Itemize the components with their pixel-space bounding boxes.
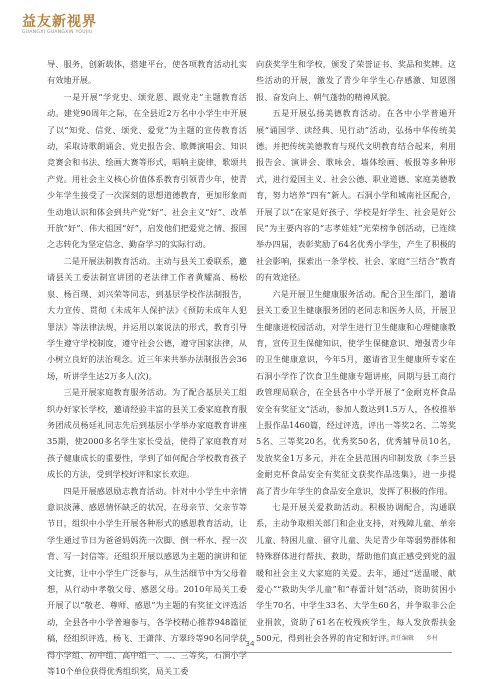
paragraph: 二是开展法制教育活动。主动与县关工委联系，邀请县关工委法制宣讲团的老法律工作者黄耀高、杨松泉、杨百璞、刘兴荣等同志，到基层学校作法制报告，大力宣传、贯彻《未成年人保护法》《预防未成年人犯罪法》等法律法规，并运用以案说法的形式，教育引导学生遵守学校制度，遵守社会公德，遵守国家法律，从小树立良好的法治观念。近三年来共举办法制报告会36场，听讲学生达2万多人(次)。: [47, 255, 247, 381]
paragraph: 导、服务，创新载体，搭建平台，使各项教育活动扎实有效地开展。: [47, 59, 247, 86]
paragraph: 三是开展家庭教育服务活动。为了配合基层关工组织办好家长学校，邀请经验丰富的县关工委家庭教育服务团成员杨廷礼同志先后到基层小学举办家庭教育讲座35期，使2000多名学生家长受益，使得了家庭教育对孩子健康成长的重要性，学到了如何配合学校教育孩子成长的方法，受到学校好评和家长欢迎。: [47, 387, 247, 480]
footer-divider: [47, 652, 452, 653]
editor-label: 责任编辑: [390, 635, 415, 642]
editor-credit: [390, 633, 438, 642]
paragraph: 六是开展卫生健康服务活动。配合卫生部门，邀请县关工委卫生健康服务团的老同志和医务人员，开展卫生健康进校园活动，对学生进行卫生健康和心理健康教育，宣传卫生保健知识，使学生保健意识、增强青少年的卫生健康意识，今年5月，邀请省卫生健康所专家在石洞小学作了饮食卫生健康专题讲座，同期与县工商行政管理局联合，在全县各中小学开展了“金耐克杯食品安全有奖征文”活动，参加人数达到1.5万人，各校推举上报作品1460篇，经过评选，评出一等奖2名、二等奖5名、三等奖20名，优秀奖50名，优秀辅导员10名，发放奖金1万多元，并在全县范围内印制发放《李兰县金耐克杯食品安全有奖征文获奖作品选集》，进一步提高了青少年学生的食品安全意识，发挥了积极的作用。: [256, 288, 456, 496]
editor-name: 乡村: [425, 635, 438, 642]
paragraph: 一是开展“学党史、颂党恩、跟党走”主题教育活动。建党90周年之际，在全县近2万名中小学生中开展了以“知党、信党、颂党、爱党”为主题的宣传教育活动，采取诗歌朗诵会、党史报告会、歌舞演唱会、知识竞赛会和书法、绘画大赛等形式，唱响主旋律，歌颂共产党。用社会主义核心价值体系教育引领青少年，使青少年学生接受了一次深刻的思想道德教育，更加形象而生动地认识和体会到共产党“好”、社会主义“好”、改革开放“好”、伟大祖国“好”，启发他们把爱党之情、报国之志转化为坚定信念、勤奋学习的实际行动。: [47, 91, 247, 250]
paragraph: 四是开展感恩励志教育活动。针对中小学生中亲情意识淡薄、感恩情怀缺乏的状况，在母亲节、父亲节等节日，组织中小学生开展各种形式的感恩教育活动，让学生通过节日为爸爸妈妈洗一次脚、倒一杯水、捏一次背、写一封信等。还组织开展以感恩为主题的演讲和征文比赛，让中小学生广泛参与，从生活细节中为父母着想，从行动中孝敬父母、感恩父母。2010年局关工委开展了以“敬老、尊师、感恩”为主题的有奖征文评选活动，全县各中小学普遍参与，各学校精心推荐948篇征稿，经组织评选，杨飞、王潇萍、方翠玲等90名同学获得小学组、初中组、高中组一、二、三等奖，石洞小学等10个单位获得优秀组织奖，局关工委: [47, 485, 247, 677]
left-column: [47, 56, 247, 679]
paragraph: 向获奖学生和学校，颁发了荣誉证书、奖品和奖牌。这些活动的开展，激发了青少年学生心存感激、知恩图报、奋发向上、朝气蓬勃的精神风貌。: [256, 59, 456, 102]
paragraph: 七是开展关爱救助活动。积极协调配合，沟通联系，主动争取相关部门和企业支持，对残障儿童、单亲儿童、特困儿童、留守儿童、失足青少年等弱势群体和特殊群体进行帮扶、救助，帮助他们真正感受到党的温暖和社会主义大家庭的关爱。去年，通过“送温暖、献爱心”“救助失学儿童”和“春蕾计划”活动，资助贫困小学生70名、中学生33名、大学生60名，并争取非公企业捐款，资助了61名在校残疾学生，每人发放帮扶金500元，得到社会各界的肯定和好评。: [256, 501, 456, 644]
magazine-logo-subtitle: GUANGXI GUANGXIN YOUJIU: [22, 30, 93, 35]
paragraph: 五是开展弘扬美德教育活动。在各中小学普遍开展“诵国学、读经典、见行动”活动，弘扬中华传统美德。并把传统美德教育与现代文明教育结合起来，利用报告会、演讲会、歌咏会、墙体绘画、板报等多种形式，进行爱国主义、社会公德、职业道德、家庭美德教育，努力培养“四有”新人。石洞小学和城南社区配合，开展了以“在家是好孩子、学校是好学生、社会是好公民”为主要内容的“志孝娃娃”光荣榜争创活动，已连续举办四届，表彰奖励了64名优秀小学生，产生了积极的社会影响，探索出一条学校、社会、家庭“三结合”教育的有效途径。: [256, 108, 456, 283]
right-column: [256, 56, 456, 647]
page-number: 34: [245, 640, 255, 648]
magazine-logo: 益友新视界: [22, 14, 97, 30]
magazine-masthead: [22, 14, 162, 48]
